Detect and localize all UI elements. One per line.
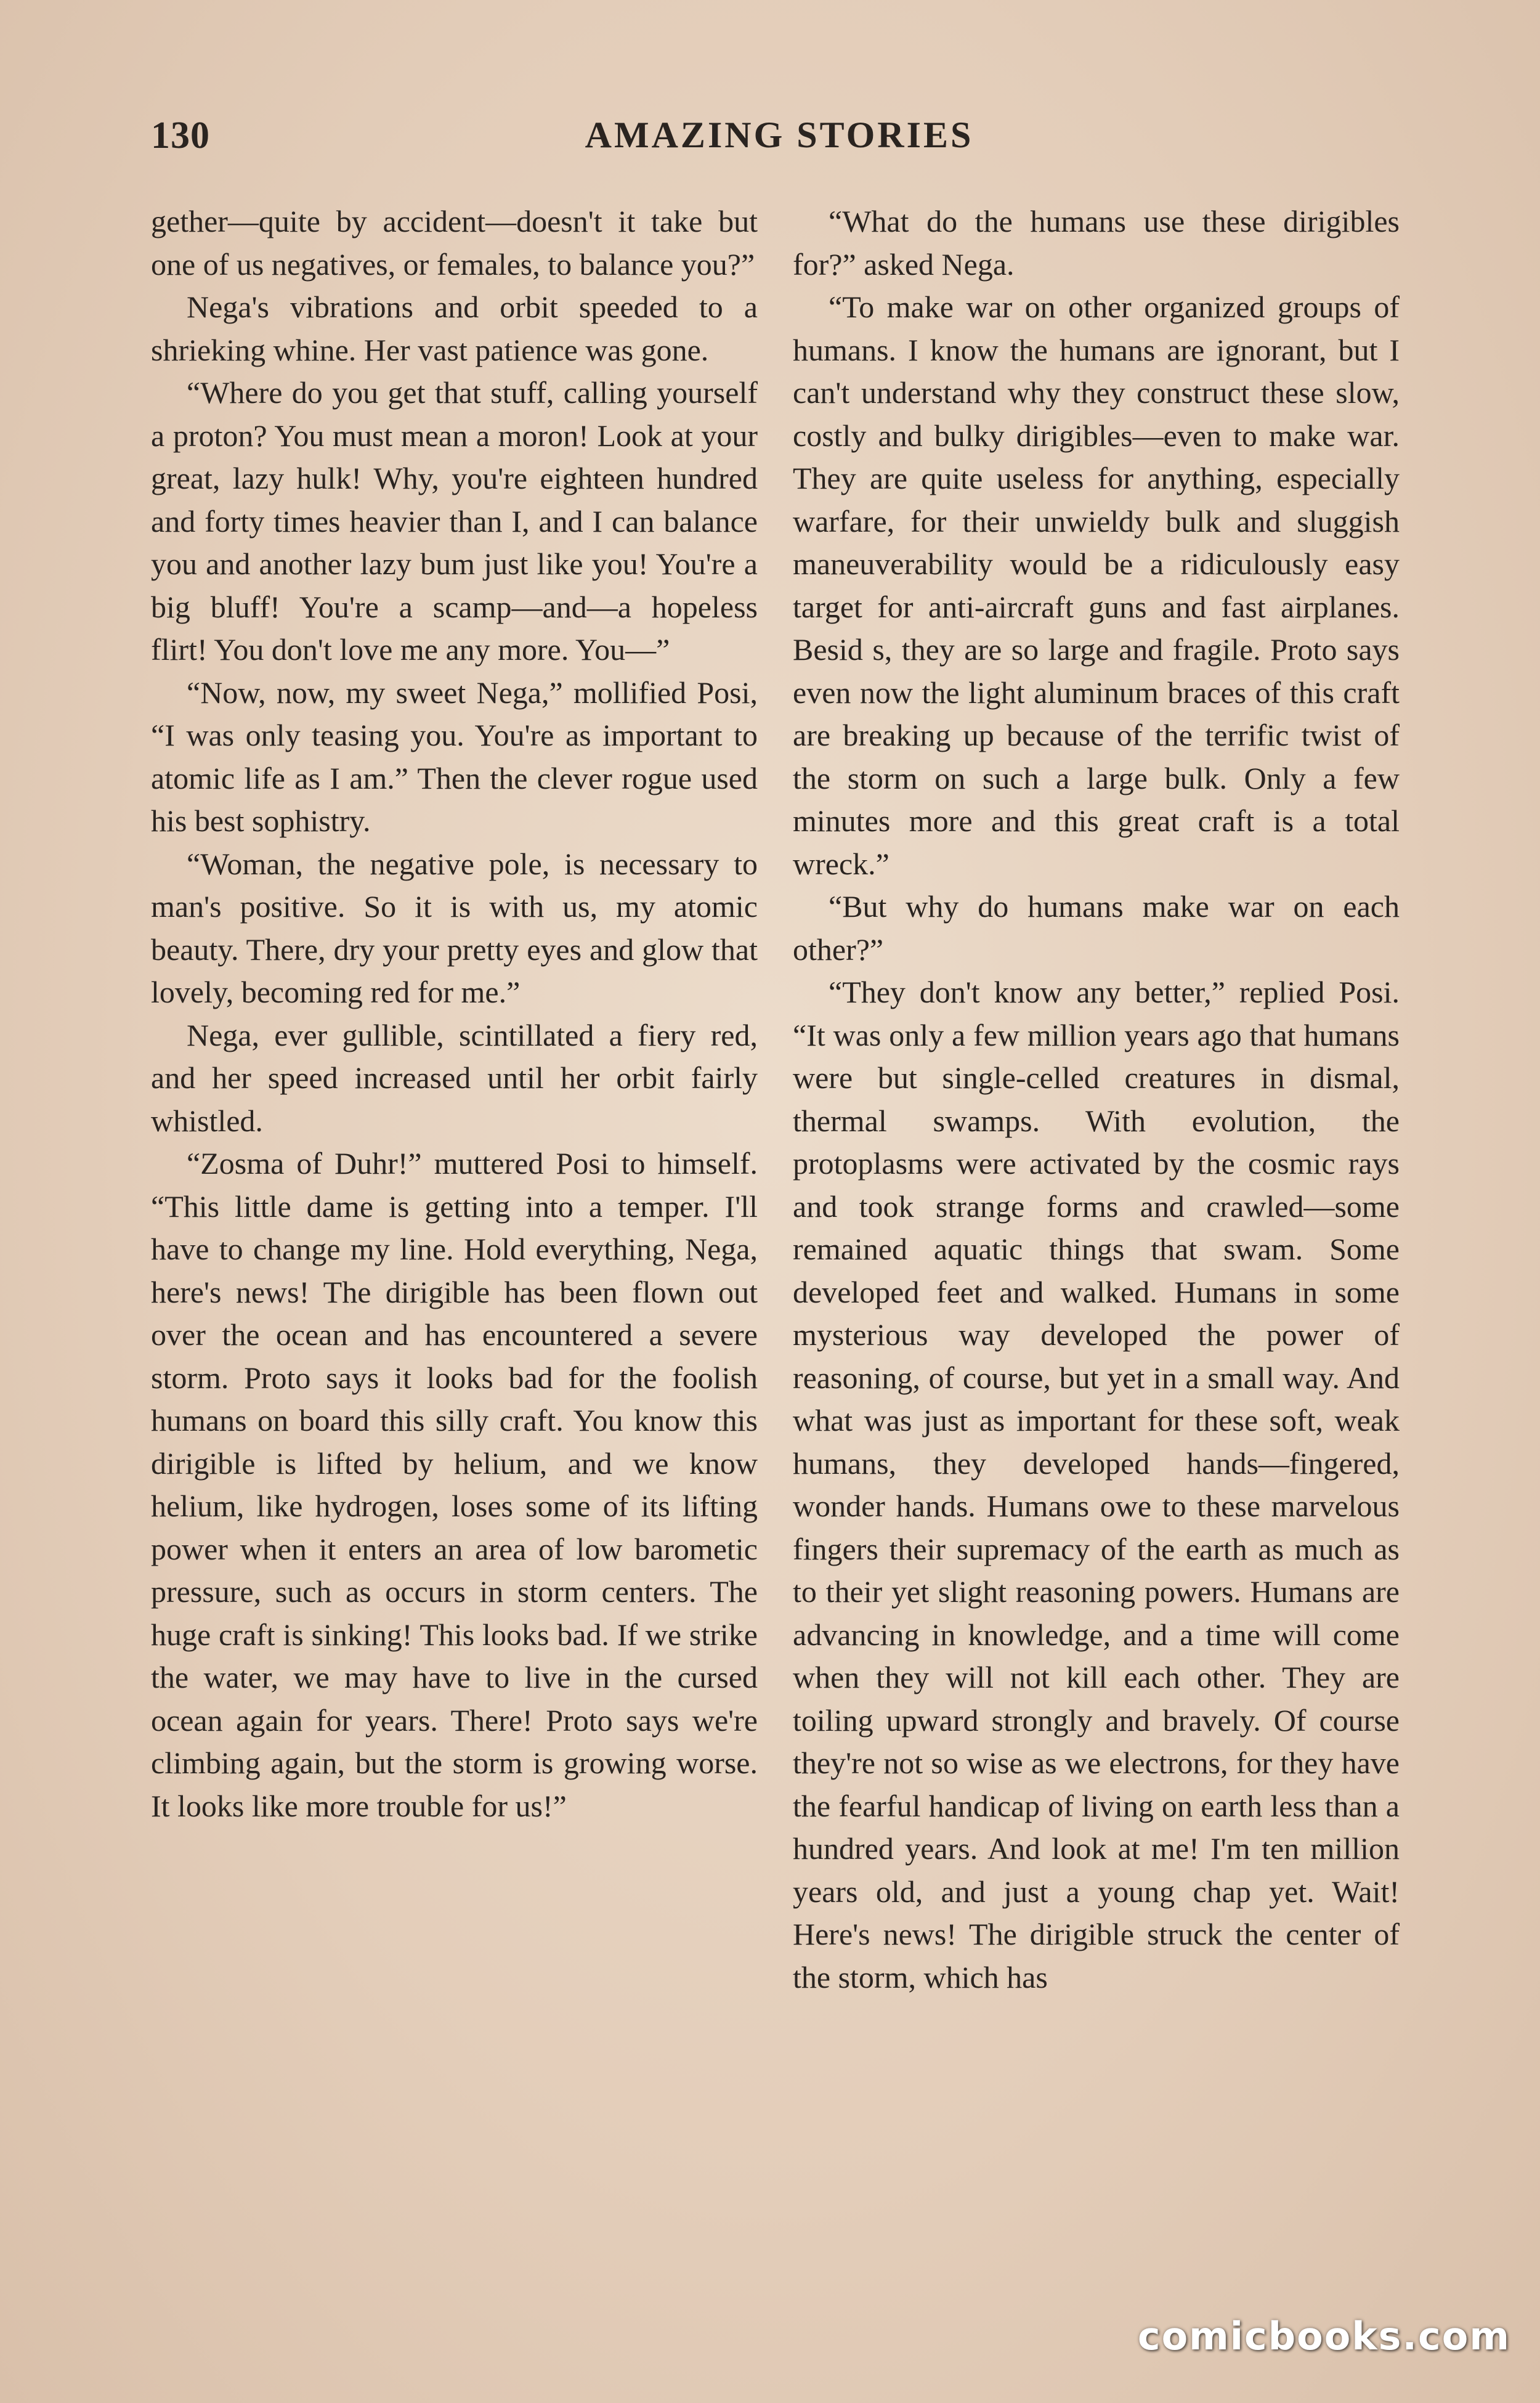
watermark: comicbooks.com <box>1137 2314 1510 2359</box>
paragraph: “They don't know any better,” replied Posi. “It was only a few million years ago that humans were but single-celled creatures in dismal, thermal swamps. With evolution, the protoplasms were activated by the cosmic rays and took strange forms and crawled—some remained aquatic things that swam. Some developed feet and walked. Humans in some mysterious way developed the power of reasoning, of course, but yet in a small way. And what was just as important for these soft, weak humans, they developed hands—fingered, wonder hands. Humans owe to these marvelous fingers their supremacy of the earth as much as to their yet slight reasoning powers. Humans are advancing in knowledge, and a time will come when they will not kill each other. They are toiling upward strongly and bravely. Of course they're not so wise as we electrons, for they have the fearful handicap of living on earth less than a hundred years. And look at me! I'm ten million years old, and just a young chap yet. Wait! Here's news! The dirigible struck the center of the storm, which has <box>793 975 1400 1994</box>
paragraph: “To make war on other organized groups of humans. I know the humans are ignorant, but I can't understand why they construct these slow, costly and bulky dirigibles—even to make war. They are quite useless for anything, especially warfare, for their unwieldy bulk and sluggish maneuverability would be a ridiculously easy target for anti-aircraft guns and fast airplanes. Besid s, they are so large and fragile. Proto says even now the light aluminum braces of this craft are breaking up because of the terrific twist of the storm on such a large bulk. Only a few minutes more and this great craft is a total wreck.” <box>793 290 1400 881</box>
running-head: AMAZING STORIES <box>585 115 974 155</box>
paragraph: “Where do you get that stuff, calling yourself a proton? You must mean a moron! Look at your great, lazy hulk! Why, you're eighteen hundred and forty times heavier than I, and I can balance you and another lazy bum just like you! You're a big bluff! You're a scamp—and—a hopeless flirt! You don't love me any more. You—” <box>151 375 758 667</box>
paragraph: gether—quite by accident—doesn't it take but one of us negatives, or females, to balance you?” <box>151 204 758 282</box>
paragraph: Nega's vibrations and orbit speeded to a shrieking whine. Her vast patience was gone. <box>151 290 758 367</box>
paragraph: “Now, now, my sweet Nega,” mollified Posi, “I was only teasing you. You're as important to atomic life as I am.” Then the clever rogue used his best sophistry. <box>151 675 758 838</box>
paragraph: “Woman, the negative pole, is necessary to man's positive. So it is with us, my atomic beauty. There, dry your pretty eyes and glow that lovely, becoming red for me.” <box>151 846 758 1009</box>
left-column <box>151 200 758 1828</box>
page-number: 130 <box>151 115 210 157</box>
paragraph: “Zosma of Duhr!” muttered Posi to himself. “This little dame is getting into a temper. I'll have to change my line. Hold everything, Nega, here's news! The dirigible has been flown out over the ocean and has encountered a severe storm. Proto says it looks bad for the foolish humans on board this silly craft. You know this dirigible is lifted by helium, and we know helium, like hydrogen, loses some of its lifting power when it enters an area of low barometic pressure, such as occurs in storm centers. The huge craft is sinking! This looks bad. If we strike the water, we may have to live in the cursed ocean again for years. There! Proto says we're climbing again, but the storm is growing worse. It looks like more trouble for us!” <box>151 1146 758 1823</box>
paragraph: Nega, ever gullible, scintillated a fiery red, and her speed increased until her orbit fairly whistled. <box>151 1017 758 1138</box>
paragraph: “But why do humans make war on each other?” <box>793 889 1400 967</box>
right-column <box>793 200 1400 1999</box>
page-header <box>151 114 1408 169</box>
paragraph: “What do the humans use these dirigibles for?” asked Nega. <box>793 204 1400 282</box>
